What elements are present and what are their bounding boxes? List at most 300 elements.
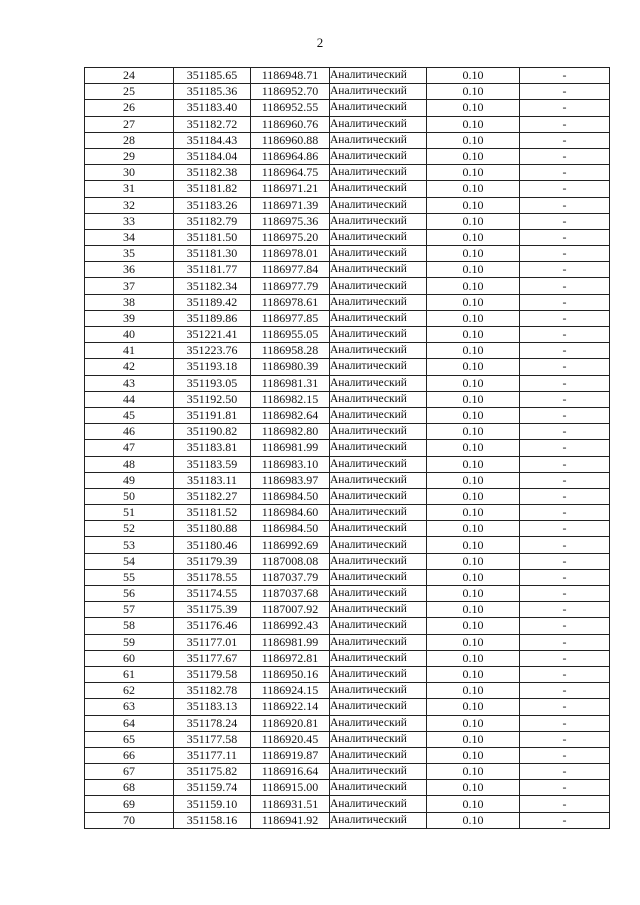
- accuracy-cell: 0.10: [427, 424, 520, 440]
- x-coordinate-cell: 351182.38: [174, 165, 251, 181]
- accuracy-cell: 0.10: [427, 586, 520, 602]
- y-coordinate-cell: 1186977.79: [251, 278, 330, 294]
- accuracy-cell: 0.10: [427, 650, 520, 666]
- y-coordinate-cell: 1186992.69: [251, 537, 330, 553]
- accuracy-cell: 0.10: [427, 343, 520, 359]
- accuracy-cell: 0.10: [427, 521, 520, 537]
- note-cell: -: [520, 553, 610, 569]
- x-coordinate-cell: 351185.36: [174, 84, 251, 100]
- table-row: [85, 148, 610, 164]
- method-cell: Аналитический: [330, 488, 427, 504]
- point-number-cell: 46: [85, 424, 174, 440]
- method-cell: Аналитический: [330, 812, 427, 828]
- y-coordinate-cell: 1186920.45: [251, 731, 330, 747]
- y-coordinate-cell: 1186984.50: [251, 488, 330, 504]
- accuracy-cell: 0.10: [427, 731, 520, 747]
- method-cell: Аналитический: [330, 181, 427, 197]
- page-number: 2: [316, 35, 324, 50]
- point-number-cell: 28: [85, 132, 174, 148]
- accuracy-cell: 0.10: [427, 488, 520, 504]
- note-cell: -: [520, 407, 610, 423]
- method-cell: Аналитический: [330, 343, 427, 359]
- note-cell: -: [520, 278, 610, 294]
- note-cell: -: [520, 294, 610, 310]
- method-cell: Аналитический: [330, 229, 427, 245]
- table-row: [85, 796, 610, 812]
- note-cell: -: [520, 262, 610, 278]
- x-coordinate-cell: 351179.58: [174, 666, 251, 682]
- point-number-cell: 47: [85, 440, 174, 456]
- y-coordinate-cell: 1186950.16: [251, 666, 330, 682]
- method-cell: Аналитический: [330, 407, 427, 423]
- y-coordinate-cell: 1186960.88: [251, 132, 330, 148]
- note-cell: -: [520, 488, 610, 504]
- y-coordinate-cell: 1186964.75: [251, 165, 330, 181]
- accuracy-cell: 0.10: [427, 84, 520, 100]
- note-cell: -: [520, 780, 610, 796]
- method-cell: Аналитический: [330, 165, 427, 181]
- accuracy-cell: 0.10: [427, 569, 520, 585]
- x-coordinate-cell: 351175.39: [174, 602, 251, 618]
- table-row: [85, 310, 610, 326]
- x-coordinate-cell: 351183.59: [174, 456, 251, 472]
- accuracy-cell: 0.10: [427, 148, 520, 164]
- x-coordinate-cell: 351159.74: [174, 780, 251, 796]
- point-number-cell: 59: [85, 634, 174, 650]
- y-coordinate-cell: 1186920.81: [251, 715, 330, 731]
- table-row: [85, 197, 610, 213]
- x-coordinate-cell: 351184.43: [174, 132, 251, 148]
- accuracy-cell: 0.10: [427, 294, 520, 310]
- point-number-cell: 38: [85, 294, 174, 310]
- y-coordinate-cell: 1186977.85: [251, 310, 330, 326]
- x-coordinate-cell: 351193.05: [174, 375, 251, 391]
- table-row: [85, 666, 610, 682]
- y-coordinate-cell: 1186931.51: [251, 796, 330, 812]
- note-cell: -: [520, 229, 610, 245]
- method-cell: Аналитический: [330, 521, 427, 537]
- table-row: [85, 181, 610, 197]
- y-coordinate-cell: 1186983.10: [251, 456, 330, 472]
- point-number-cell: 65: [85, 731, 174, 747]
- table-row: [85, 391, 610, 407]
- accuracy-cell: 0.10: [427, 602, 520, 618]
- note-cell: -: [520, 796, 610, 812]
- y-coordinate-cell: 1186977.84: [251, 262, 330, 278]
- accuracy-cell: 0.10: [427, 213, 520, 229]
- table-row: [85, 569, 610, 585]
- note-cell: -: [520, 505, 610, 521]
- x-coordinate-cell: 351181.52: [174, 505, 251, 521]
- y-coordinate-cell: 1186922.14: [251, 699, 330, 715]
- x-coordinate-cell: 351223.76: [174, 343, 251, 359]
- note-cell: -: [520, 132, 610, 148]
- method-cell: Аналитический: [330, 537, 427, 553]
- y-coordinate-cell: 1186919.87: [251, 747, 330, 763]
- x-coordinate-cell: 351182.79: [174, 213, 251, 229]
- accuracy-cell: 0.10: [427, 359, 520, 375]
- point-number-cell: 57: [85, 602, 174, 618]
- accuracy-cell: 0.10: [427, 197, 520, 213]
- table-row: [85, 456, 610, 472]
- x-coordinate-cell: 351185.65: [174, 68, 251, 84]
- point-number-cell: 30: [85, 165, 174, 181]
- note-cell: -: [520, 343, 610, 359]
- table-row: [85, 683, 610, 699]
- point-number-cell: 26: [85, 100, 174, 116]
- note-cell: -: [520, 618, 610, 634]
- note-cell: -: [520, 472, 610, 488]
- table-row: [85, 650, 610, 666]
- table-row: [85, 586, 610, 602]
- x-coordinate-cell: 351190.82: [174, 424, 251, 440]
- y-coordinate-cell: 1186980.39: [251, 359, 330, 375]
- x-coordinate-cell: 351183.13: [174, 699, 251, 715]
- table-row: [85, 407, 610, 423]
- note-cell: -: [520, 715, 610, 731]
- accuracy-cell: 0.10: [427, 456, 520, 472]
- method-cell: Аналитический: [330, 602, 427, 618]
- table-row: [85, 812, 610, 828]
- note-cell: -: [520, 650, 610, 666]
- point-number-cell: 54: [85, 553, 174, 569]
- method-cell: Аналитический: [330, 586, 427, 602]
- note-cell: -: [520, 197, 610, 213]
- method-cell: Аналитический: [330, 132, 427, 148]
- method-cell: Аналитический: [330, 618, 427, 634]
- note-cell: -: [520, 213, 610, 229]
- accuracy-cell: 0.10: [427, 327, 520, 343]
- note-cell: -: [520, 683, 610, 699]
- y-coordinate-cell: 1187008.08: [251, 553, 330, 569]
- point-number-cell: 70: [85, 812, 174, 828]
- table-row: [85, 359, 610, 375]
- y-coordinate-cell: 1186948.71: [251, 68, 330, 84]
- method-cell: Аналитический: [330, 780, 427, 796]
- y-coordinate-cell: 1186924.15: [251, 683, 330, 699]
- method-cell: Аналитический: [330, 440, 427, 456]
- method-cell: Аналитический: [330, 197, 427, 213]
- accuracy-cell: 0.10: [427, 699, 520, 715]
- point-number-cell: 51: [85, 505, 174, 521]
- method-cell: Аналитический: [330, 456, 427, 472]
- accuracy-cell: 0.10: [427, 472, 520, 488]
- method-cell: Аналитический: [330, 569, 427, 585]
- point-number-cell: 34: [85, 229, 174, 245]
- accuracy-cell: 0.10: [427, 391, 520, 407]
- table-row: [85, 537, 610, 553]
- note-cell: -: [520, 148, 610, 164]
- point-number-cell: 44: [85, 391, 174, 407]
- point-number-cell: 52: [85, 521, 174, 537]
- y-coordinate-cell: 1186981.99: [251, 634, 330, 650]
- method-cell: Аналитический: [330, 796, 427, 812]
- note-cell: -: [520, 747, 610, 763]
- x-coordinate-cell: 351180.46: [174, 537, 251, 553]
- note-cell: -: [520, 440, 610, 456]
- x-coordinate-cell: 351182.78: [174, 683, 251, 699]
- method-cell: Аналитический: [330, 699, 427, 715]
- table-row: [85, 553, 610, 569]
- x-coordinate-cell: 351177.01: [174, 634, 251, 650]
- point-number-cell: 37: [85, 278, 174, 294]
- method-cell: Аналитический: [330, 278, 427, 294]
- y-coordinate-cell: 1186982.80: [251, 424, 330, 440]
- y-coordinate-cell: 1186984.50: [251, 521, 330, 537]
- method-cell: Аналитический: [330, 731, 427, 747]
- x-coordinate-cell: 351179.39: [174, 553, 251, 569]
- accuracy-cell: 0.10: [427, 68, 520, 84]
- point-number-cell: 63: [85, 699, 174, 715]
- y-coordinate-cell: 1186978.61: [251, 294, 330, 310]
- y-coordinate-cell: 1186915.00: [251, 780, 330, 796]
- x-coordinate-cell: 351184.04: [174, 148, 251, 164]
- method-cell: Аналитический: [330, 359, 427, 375]
- method-cell: Аналитический: [330, 327, 427, 343]
- method-cell: Аналитический: [330, 262, 427, 278]
- y-coordinate-cell: 1187037.68: [251, 586, 330, 602]
- accuracy-cell: 0.10: [427, 505, 520, 521]
- accuracy-cell: 0.10: [427, 618, 520, 634]
- y-coordinate-cell: 1186916.64: [251, 764, 330, 780]
- x-coordinate-cell: 351182.34: [174, 278, 251, 294]
- point-number-cell: 40: [85, 327, 174, 343]
- x-coordinate-cell: 351158.16: [174, 812, 251, 828]
- x-coordinate-cell: 351177.58: [174, 731, 251, 747]
- x-coordinate-cell: 351182.27: [174, 488, 251, 504]
- accuracy-cell: 0.10: [427, 100, 520, 116]
- accuracy-cell: 0.10: [427, 764, 520, 780]
- accuracy-cell: 0.10: [427, 310, 520, 326]
- x-coordinate-cell: 351178.55: [174, 569, 251, 585]
- method-cell: Аналитический: [330, 116, 427, 132]
- table-row: [85, 618, 610, 634]
- table-row: [85, 440, 610, 456]
- table-row: [85, 246, 610, 262]
- method-cell: Аналитический: [330, 294, 427, 310]
- x-coordinate-cell: 351183.81: [174, 440, 251, 456]
- table-row: [85, 343, 610, 359]
- x-coordinate-cell: 351178.24: [174, 715, 251, 731]
- table-row: [85, 488, 610, 504]
- method-cell: Аналитический: [330, 375, 427, 391]
- x-coordinate-cell: 351221.41: [174, 327, 251, 343]
- x-coordinate-cell: 351181.77: [174, 262, 251, 278]
- note-cell: -: [520, 602, 610, 618]
- note-cell: -: [520, 359, 610, 375]
- x-coordinate-cell: 351182.72: [174, 116, 251, 132]
- note-cell: -: [520, 165, 610, 181]
- x-coordinate-cell: 351177.67: [174, 650, 251, 666]
- method-cell: Аналитический: [330, 553, 427, 569]
- method-cell: Аналитический: [330, 310, 427, 326]
- table-row: [85, 165, 610, 181]
- note-cell: -: [520, 586, 610, 602]
- table-row: [85, 375, 610, 391]
- table-row: [85, 327, 610, 343]
- point-number-cell: 62: [85, 683, 174, 699]
- x-coordinate-cell: 351181.82: [174, 181, 251, 197]
- accuracy-cell: 0.10: [427, 634, 520, 650]
- table-row: [85, 521, 610, 537]
- accuracy-cell: 0.10: [427, 796, 520, 812]
- accuracy-cell: 0.10: [427, 407, 520, 423]
- method-cell: Аналитический: [330, 68, 427, 84]
- x-coordinate-cell: 351180.88: [174, 521, 251, 537]
- y-coordinate-cell: 1186982.15: [251, 391, 330, 407]
- table-row: [85, 602, 610, 618]
- accuracy-cell: 0.10: [427, 666, 520, 682]
- note-cell: -: [520, 246, 610, 262]
- method-cell: Аналитический: [330, 764, 427, 780]
- point-number-cell: 42: [85, 359, 174, 375]
- accuracy-cell: 0.10: [427, 132, 520, 148]
- point-number-cell: 68: [85, 780, 174, 796]
- method-cell: Аналитический: [330, 391, 427, 407]
- point-number-cell: 27: [85, 116, 174, 132]
- accuracy-cell: 0.10: [427, 229, 520, 245]
- accuracy-cell: 0.10: [427, 537, 520, 553]
- note-cell: -: [520, 521, 610, 537]
- x-coordinate-cell: 351176.46: [174, 618, 251, 634]
- table-row: [85, 84, 610, 100]
- y-coordinate-cell: 1187037.79: [251, 569, 330, 585]
- note-cell: -: [520, 181, 610, 197]
- x-coordinate-cell: 351181.30: [174, 246, 251, 262]
- x-coordinate-cell: 351183.11: [174, 472, 251, 488]
- accuracy-cell: 0.10: [427, 278, 520, 294]
- note-cell: -: [520, 764, 610, 780]
- accuracy-cell: 0.10: [427, 181, 520, 197]
- method-cell: Аналитический: [330, 634, 427, 650]
- note-cell: -: [520, 812, 610, 828]
- accuracy-cell: 0.10: [427, 812, 520, 828]
- table-row: [85, 780, 610, 796]
- point-number-cell: 39: [85, 310, 174, 326]
- x-coordinate-cell: 351183.26: [174, 197, 251, 213]
- point-number-cell: 36: [85, 262, 174, 278]
- y-coordinate-cell: 1186975.36: [251, 213, 330, 229]
- method-cell: Аналитический: [330, 683, 427, 699]
- y-coordinate-cell: 1186982.64: [251, 407, 330, 423]
- table-row: [85, 213, 610, 229]
- y-coordinate-cell: 1186941.92: [251, 812, 330, 828]
- point-number-cell: 60: [85, 650, 174, 666]
- y-coordinate-cell: 1186981.99: [251, 440, 330, 456]
- point-number-cell: 49: [85, 472, 174, 488]
- point-number-cell: 58: [85, 618, 174, 634]
- table-row: [85, 229, 610, 245]
- point-number-cell: 43: [85, 375, 174, 391]
- y-coordinate-cell: 1186955.05: [251, 327, 330, 343]
- point-number-cell: 31: [85, 181, 174, 197]
- note-cell: -: [520, 100, 610, 116]
- table-row: [85, 132, 610, 148]
- y-coordinate-cell: 1187007.92: [251, 602, 330, 618]
- accuracy-cell: 0.10: [427, 440, 520, 456]
- point-number-cell: 55: [85, 569, 174, 585]
- accuracy-cell: 0.10: [427, 780, 520, 796]
- point-number-cell: 25: [85, 84, 174, 100]
- note-cell: -: [520, 84, 610, 100]
- table-row: [85, 100, 610, 116]
- y-coordinate-cell: 1186983.97: [251, 472, 330, 488]
- table-row: [85, 715, 610, 731]
- accuracy-cell: 0.10: [427, 165, 520, 181]
- coordinates-table-body: [85, 68, 610, 829]
- point-number-cell: 48: [85, 456, 174, 472]
- note-cell: -: [520, 699, 610, 715]
- x-coordinate-cell: 351191.81: [174, 407, 251, 423]
- method-cell: Аналитический: [330, 666, 427, 682]
- point-number-cell: 67: [85, 764, 174, 780]
- x-coordinate-cell: 351175.82: [174, 764, 251, 780]
- y-coordinate-cell: 1186971.39: [251, 197, 330, 213]
- point-number-cell: 33: [85, 213, 174, 229]
- note-cell: -: [520, 634, 610, 650]
- accuracy-cell: 0.10: [427, 553, 520, 569]
- x-coordinate-cell: 351189.86: [174, 310, 251, 326]
- note-cell: -: [520, 569, 610, 585]
- table-row: [85, 634, 610, 650]
- y-coordinate-cell: 1186975.20: [251, 229, 330, 245]
- accuracy-cell: 0.10: [427, 116, 520, 132]
- note-cell: -: [520, 456, 610, 472]
- table-row: [85, 424, 610, 440]
- point-number-cell: 61: [85, 666, 174, 682]
- point-number-cell: 45: [85, 407, 174, 423]
- note-cell: -: [520, 537, 610, 553]
- y-coordinate-cell: 1186964.86: [251, 148, 330, 164]
- x-coordinate-cell: 351177.11: [174, 747, 251, 763]
- note-cell: -: [520, 375, 610, 391]
- note-cell: -: [520, 391, 610, 407]
- y-coordinate-cell: 1186978.01: [251, 246, 330, 262]
- table-row: [85, 278, 610, 294]
- point-number-cell: 50: [85, 488, 174, 504]
- table-row: [85, 731, 610, 747]
- y-coordinate-cell: 1186971.21: [251, 181, 330, 197]
- point-number-cell: 32: [85, 197, 174, 213]
- y-coordinate-cell: 1186972.81: [251, 650, 330, 666]
- accuracy-cell: 0.10: [427, 262, 520, 278]
- table-row: [85, 294, 610, 310]
- table-row: [85, 472, 610, 488]
- note-cell: -: [520, 424, 610, 440]
- note-cell: -: [520, 327, 610, 343]
- y-coordinate-cell: 1186984.60: [251, 505, 330, 521]
- accuracy-cell: 0.10: [427, 375, 520, 391]
- point-number-cell: 66: [85, 747, 174, 763]
- x-coordinate-cell: 351189.42: [174, 294, 251, 310]
- method-cell: Аналитический: [330, 472, 427, 488]
- point-number-cell: 64: [85, 715, 174, 731]
- x-coordinate-cell: 351183.40: [174, 100, 251, 116]
- point-number-cell: 53: [85, 537, 174, 553]
- accuracy-cell: 0.10: [427, 246, 520, 262]
- y-coordinate-cell: 1186952.70: [251, 84, 330, 100]
- point-number-cell: 35: [85, 246, 174, 262]
- method-cell: Аналитический: [330, 424, 427, 440]
- accuracy-cell: 0.10: [427, 715, 520, 731]
- x-coordinate-cell: 351181.50: [174, 229, 251, 245]
- x-coordinate-cell: 351174.55: [174, 586, 251, 602]
- method-cell: Аналитический: [330, 100, 427, 116]
- y-coordinate-cell: 1186952.55: [251, 100, 330, 116]
- method-cell: Аналитический: [330, 84, 427, 100]
- method-cell: Аналитический: [330, 246, 427, 262]
- point-number-cell: 56: [85, 586, 174, 602]
